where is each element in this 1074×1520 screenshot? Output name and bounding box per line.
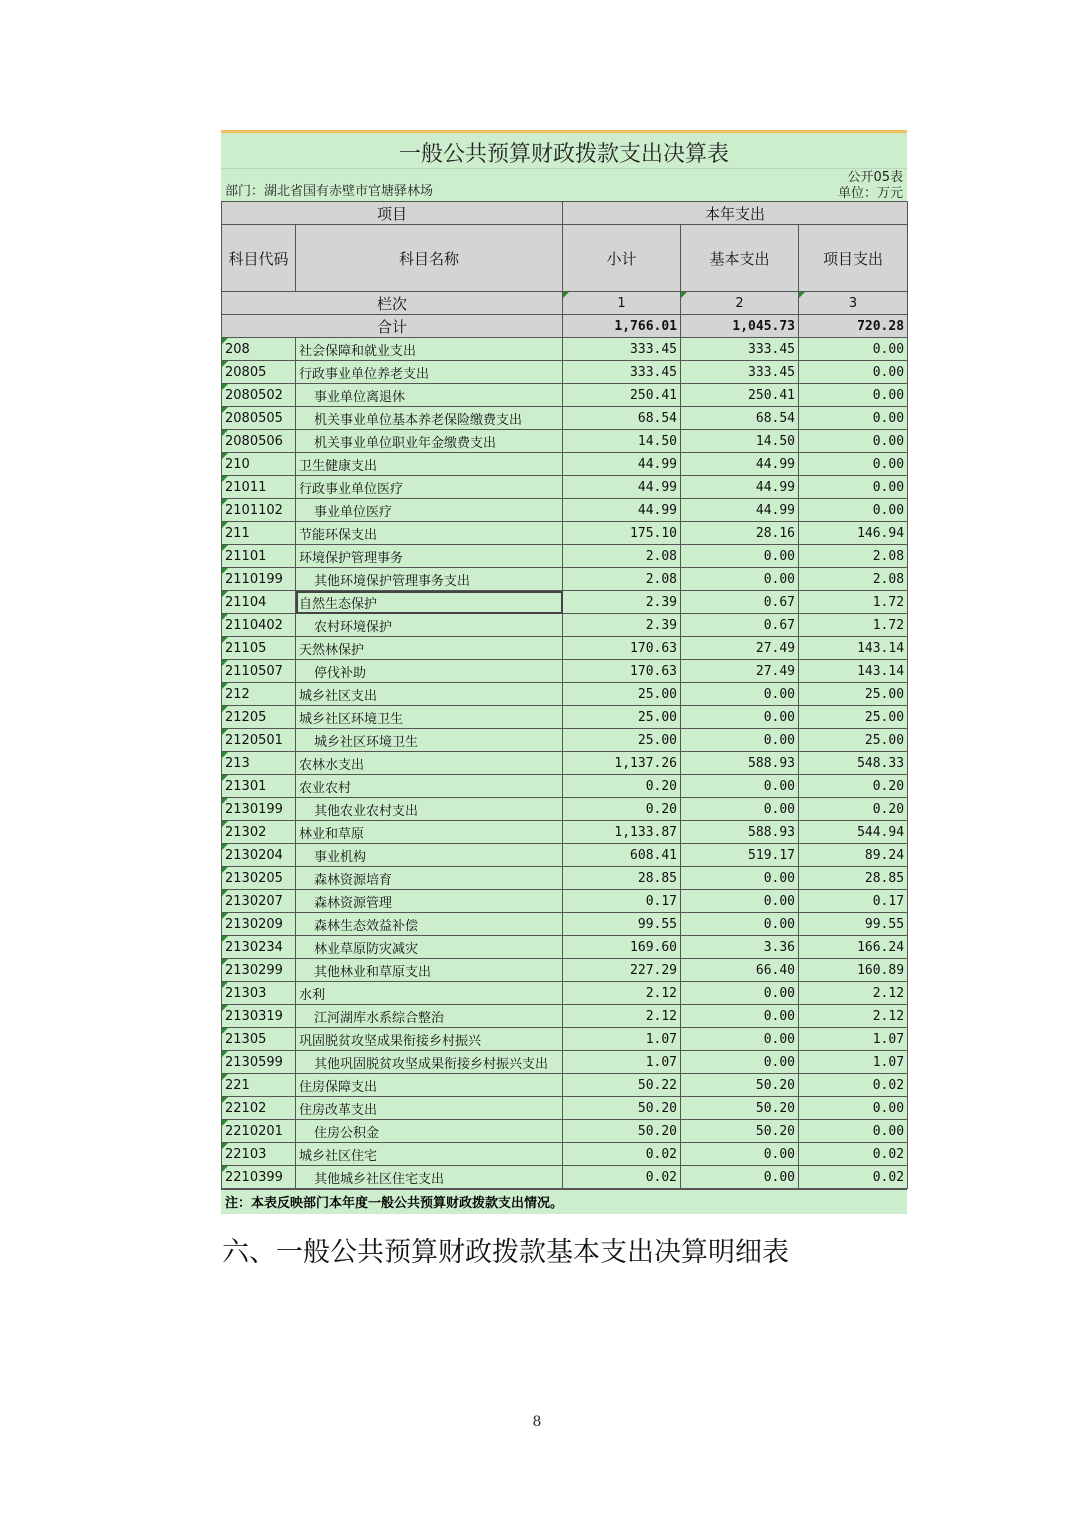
cell-code[interactable]: 21101: [222, 545, 296, 568]
unit-label: 单位：万元: [837, 186, 903, 201]
cell-basic[interactable]: 0.00: [681, 1166, 799, 1189]
cell-basic[interactable]: 3.36: [681, 936, 799, 959]
table-row: [222, 637, 908, 660]
header-project[interactable]: 项目支出: [799, 225, 908, 292]
table-row: [222, 430, 908, 453]
cell-name[interactable]: 环境保护管理事务: [296, 545, 563, 568]
cell-project[interactable]: 0.00: [799, 476, 908, 499]
table-row: [222, 683, 908, 706]
cell-subtotal[interactable]: 0.20: [563, 798, 681, 821]
header-name[interactable]: 科目名称: [296, 225, 563, 292]
cell-name[interactable]: 其他农业农村支出: [296, 798, 563, 821]
cell-code[interactable]: 2130199: [222, 798, 296, 821]
cell-code[interactable]: 208: [222, 338, 296, 361]
table-title-row: [221, 133, 907, 169]
cell-basic[interactable]: 0.00: [681, 568, 799, 591]
cell-basic[interactable]: 0.00: [681, 1143, 799, 1166]
cell-code[interactable]: 21303: [222, 982, 296, 1005]
cell-name[interactable]: 其他城乡社区住宅支出: [296, 1166, 563, 1189]
total-basic[interactable]: 1,045.73: [681, 315, 799, 338]
table-row: [222, 775, 908, 798]
cell-code[interactable]: 2130234: [222, 936, 296, 959]
cell-subtotal[interactable]: 44.99: [563, 453, 681, 476]
table-row: [222, 1120, 908, 1143]
total-label[interactable]: 合计: [222, 315, 563, 338]
cell-project[interactable]: 143.14: [799, 637, 908, 660]
table-note: 注：本表反映部门本年度一般公共预算财政拨款支出情况。: [221, 1189, 907, 1214]
cell-name[interactable]: 住房改革支出: [296, 1097, 563, 1120]
cell-subtotal[interactable]: 1,133.87: [563, 821, 681, 844]
table-row: [222, 867, 908, 890]
cell-name[interactable]: 林业草原防灾减灾: [296, 936, 563, 959]
cell-subtotal[interactable]: 0.02: [563, 1143, 681, 1166]
cell-code[interactable]: 2110199: [222, 568, 296, 591]
cell-subtotal[interactable]: 608.41: [563, 844, 681, 867]
cell-code[interactable]: 2130209: [222, 913, 296, 936]
table-row: [222, 821, 908, 844]
cell-subtotal[interactable]: 170.63: [563, 637, 681, 660]
cell-name[interactable]: 森林资源培育: [296, 867, 563, 890]
cell-code[interactable]: 2110402: [222, 614, 296, 637]
table-row: [222, 913, 908, 936]
cell-name[interactable]: 农业农村: [296, 775, 563, 798]
cell-basic[interactable]: 0.00: [681, 706, 799, 729]
cell-basic[interactable]: 0.00: [681, 890, 799, 913]
cell-basic[interactable]: 14.50: [681, 430, 799, 453]
table-row: [222, 982, 908, 1005]
cell-code[interactable]: 21105: [222, 637, 296, 660]
cell-code[interactable]: 2210201: [222, 1120, 296, 1143]
cell-name[interactable]: 森林生态效益补偿: [296, 913, 563, 936]
cell-basic[interactable]: 0.00: [681, 982, 799, 1005]
cell-subtotal[interactable]: 44.99: [563, 499, 681, 522]
cell-project[interactable]: 548.33: [799, 752, 908, 775]
cell-code[interactable]: 2210399: [222, 1166, 296, 1189]
table-row: [222, 890, 908, 913]
cell-basic[interactable]: 68.54: [681, 407, 799, 430]
cell-code[interactable]: 2130205: [222, 867, 296, 890]
cell-name[interactable]: 其他林业和草原支出: [296, 959, 563, 982]
table-title: 一般公共预算财政拨款支出决算表: [398, 142, 729, 167]
cell-name[interactable]: 行政事业单位医疗: [296, 476, 563, 499]
cell-basic[interactable]: 0.00: [681, 1028, 799, 1051]
section-heading: 六、一般公共预算财政拨款基本支出决算明细表: [222, 1237, 789, 1268]
expenditure-table: [221, 201, 908, 1189]
meta-right: [838, 170, 903, 202]
cell-project[interactable]: 0.02: [799, 1143, 908, 1166]
cell-name[interactable]: 森林资源管理: [296, 890, 563, 913]
header-item[interactable]: 项目: [222, 202, 563, 225]
cell-basic[interactable]: 0.00: [681, 729, 799, 752]
cell-code[interactable]: 2080506: [222, 430, 296, 453]
cell-code[interactable]: 213: [222, 752, 296, 775]
cell-basic[interactable]: 44.99: [681, 499, 799, 522]
cell-project[interactable]: 544.94: [799, 821, 908, 844]
table-row: [222, 959, 908, 982]
table-row: [222, 338, 908, 361]
cell-basic[interactable]: 0.00: [681, 913, 799, 936]
cell-subtotal[interactable]: 28.85: [563, 867, 681, 890]
cell-project[interactable]: 25.00: [799, 683, 908, 706]
cell-subtotal[interactable]: 333.45: [563, 361, 681, 384]
cell-subtotal[interactable]: 169.60: [563, 936, 681, 959]
cell-subtotal[interactable]: 25.00: [563, 683, 681, 706]
cell-code[interactable]: 2130319: [222, 1005, 296, 1028]
cell-code[interactable]: 21301: [222, 775, 296, 798]
cell-basic[interactable]: 50.20: [681, 1120, 799, 1143]
cell-code[interactable]: 2101102: [222, 499, 296, 522]
cell-project[interactable]: 2.12: [799, 982, 908, 1005]
cell-code[interactable]: 211: [222, 522, 296, 545]
table-row: [222, 798, 908, 821]
header-column-no[interactable]: 栏次: [222, 292, 563, 315]
cell-name[interactable]: 停伐补助: [296, 660, 563, 683]
total-row: [222, 315, 908, 338]
cell-name[interactable]: 自然生态保护: [296, 591, 563, 614]
table-row: [222, 1074, 908, 1097]
cell-subtotal[interactable]: 2.08: [563, 545, 681, 568]
cell-name[interactable]: 机关事业单位基本养老保险缴费支出: [296, 407, 563, 430]
cell-subtotal[interactable]: 25.00: [563, 729, 681, 752]
page-number: 8: [532, 1414, 542, 1430]
table-row: [222, 1143, 908, 1166]
cell-name[interactable]: 其他巩固脱贫攻坚成果衔接乡村振兴支出: [296, 1051, 563, 1074]
table-row: [222, 545, 908, 568]
cell-name[interactable]: 城乡社区住宅: [296, 1143, 563, 1166]
cell-code[interactable]: 22103: [222, 1143, 296, 1166]
cell-name[interactable]: 农村环境保护: [296, 614, 563, 637]
table-row: [222, 706, 908, 729]
cell-name[interactable]: 天然林保护: [296, 637, 563, 660]
table-row: [222, 384, 908, 407]
cell-project[interactable]: 0.00: [799, 338, 908, 361]
cell-subtotal[interactable]: 0.17: [563, 890, 681, 913]
cell-basic[interactable]: 0.00: [681, 775, 799, 798]
table-row: [222, 591, 908, 614]
cell-basic[interactable]: 0.00: [681, 867, 799, 890]
cell-name[interactable]: 城乡社区支出: [296, 683, 563, 706]
table-row: [222, 1097, 908, 1120]
cell-project[interactable]: 0.00: [799, 384, 908, 407]
cell-name[interactable]: 江河湖库水系综合整治: [296, 1005, 563, 1028]
header-col3[interactable]: 3: [799, 292, 908, 315]
cell-subtotal[interactable]: 2.39: [563, 591, 681, 614]
cell-name[interactable]: 住房公积金: [296, 1120, 563, 1143]
table-row: [222, 752, 908, 775]
cell-project[interactable]: 166.24: [799, 936, 908, 959]
total-subtotal[interactable]: 1,766.01: [563, 315, 681, 338]
cell-name[interactable]: 节能环保支出: [296, 522, 563, 545]
table-row: [222, 1051, 908, 1074]
cell-basic[interactable]: 0.67: [681, 614, 799, 637]
cell-code[interactable]: 20805: [222, 361, 296, 384]
cell-basic[interactable]: 28.16: [681, 522, 799, 545]
cell-subtotal[interactable]: 50.20: [563, 1097, 681, 1120]
header-col2[interactable]: 2: [681, 292, 799, 315]
cell-code[interactable]: 21302: [222, 821, 296, 844]
cell-basic[interactable]: 27.49: [681, 637, 799, 660]
cell-subtotal[interactable]: 2.12: [563, 1005, 681, 1028]
cell-project[interactable]: 89.24: [799, 844, 908, 867]
table-row: [222, 1005, 908, 1028]
cell-project[interactable]: 28.85: [799, 867, 908, 890]
cell-project[interactable]: 1.72: [799, 591, 908, 614]
table-row: [222, 729, 908, 752]
cell-basic[interactable]: 0.00: [681, 683, 799, 706]
cell-subtotal[interactable]: 50.20: [563, 1120, 681, 1143]
cell-project[interactable]: 0.00: [799, 499, 908, 522]
table-row: [222, 407, 908, 430]
cell-basic[interactable]: 333.45: [681, 361, 799, 384]
table-meta-row: [221, 169, 907, 201]
cell-basic[interactable]: 0.00: [681, 1005, 799, 1028]
cell-code[interactable]: 21205: [222, 706, 296, 729]
cell-subtotal[interactable]: 50.22: [563, 1074, 681, 1097]
table-row: [222, 522, 908, 545]
cell-subtotal[interactable]: 25.00: [563, 706, 681, 729]
cell-subtotal[interactable]: 0.02: [563, 1166, 681, 1189]
cell-subtotal[interactable]: 1,137.26: [563, 752, 681, 775]
cell-name[interactable]: 林业和草原: [296, 821, 563, 844]
cell-project[interactable]: 25.00: [799, 729, 908, 752]
cell-subtotal[interactable]: 0.20: [563, 775, 681, 798]
cell-name[interactable]: 机关事业单位职业年金缴费支出: [296, 430, 563, 453]
cell-project[interactable]: 25.00: [799, 706, 908, 729]
cell-subtotal[interactable]: 68.54: [563, 407, 681, 430]
cell-code[interactable]: 2130299: [222, 959, 296, 982]
header-basic[interactable]: 基本支出: [681, 225, 799, 292]
cell-name[interactable]: 事业机构: [296, 844, 563, 867]
cell-project[interactable]: 160.89: [799, 959, 908, 982]
table-row: [222, 1028, 908, 1051]
cell-basic[interactable]: 50.20: [681, 1097, 799, 1120]
cell-project[interactable]: 1.72: [799, 614, 908, 637]
total-project[interactable]: 720.28: [799, 315, 908, 338]
table-row: [222, 660, 908, 683]
department-label: 部门：湖北省国有赤壁市官塘驿林场: [225, 184, 434, 199]
cell-code[interactable]: 221: [222, 1074, 296, 1097]
cell-name[interactable]: 卫生健康支出: [296, 453, 563, 476]
cell-basic[interactable]: 588.93: [681, 752, 799, 775]
cell-subtotal[interactable]: 2.39: [563, 614, 681, 637]
table-row: [222, 614, 908, 637]
cell-basic[interactable]: 333.45: [681, 338, 799, 361]
cell-project[interactable]: 0.02: [799, 1166, 908, 1189]
cell-code[interactable]: 2110507: [222, 660, 296, 683]
cell-name[interactable]: 巩固脱贫攻坚成果衔接乡村振兴: [296, 1028, 563, 1051]
cell-project[interactable]: 99.55: [799, 913, 908, 936]
cell-project[interactable]: 143.14: [799, 660, 908, 683]
cell-basic[interactable]: 44.99: [681, 453, 799, 476]
cell-name[interactable]: 城乡社区环境卫生: [296, 706, 563, 729]
cell-project[interactable]: 1.07: [799, 1028, 908, 1051]
cell-name[interactable]: 城乡社区环境卫生: [296, 729, 563, 752]
table-row: [222, 844, 908, 867]
cell-subtotal[interactable]: 227.29: [563, 959, 681, 982]
header-row-1: [222, 202, 908, 225]
cell-project[interactable]: 2.08: [799, 545, 908, 568]
cell-name[interactable]: 社会保障和就业支出: [296, 338, 563, 361]
spreadsheet-table: [221, 130, 907, 1214]
cell-code[interactable]: 21305: [222, 1028, 296, 1051]
cell-basic[interactable]: 50.20: [681, 1074, 799, 1097]
cell-code[interactable]: 21104: [222, 591, 296, 614]
cell-subtotal[interactable]: 14.50: [563, 430, 681, 453]
header-row-2: [222, 225, 908, 292]
cell-basic[interactable]: 0.00: [681, 545, 799, 568]
table-row: [222, 453, 908, 476]
cell-name[interactable]: 其他环境保护管理事务支出: [296, 568, 563, 591]
cell-name[interactable]: 事业单位离退休: [296, 384, 563, 407]
cell-code[interactable]: 22102: [222, 1097, 296, 1120]
cell-code[interactable]: 2130204: [222, 844, 296, 867]
cell-code[interactable]: 21011: [222, 476, 296, 499]
cell-basic[interactable]: 0.00: [681, 1051, 799, 1074]
cell-project[interactable]: 2.08: [799, 568, 908, 591]
header-subtotal[interactable]: 小计: [563, 225, 681, 292]
cell-project[interactable]: 0.00: [799, 1120, 908, 1143]
cell-project[interactable]: 1.07: [799, 1051, 908, 1074]
header-row-3: [222, 292, 908, 315]
cell-basic[interactable]: 66.40: [681, 959, 799, 982]
cell-code[interactable]: 2130207: [222, 890, 296, 913]
table-row: [222, 568, 908, 591]
header-code[interactable]: 科目代码: [222, 225, 296, 292]
cell-basic[interactable]: 519.17: [681, 844, 799, 867]
cell-code[interactable]: 210: [222, 453, 296, 476]
cell-subtotal[interactable]: 99.55: [563, 913, 681, 936]
cell-project[interactable]: 0.17: [799, 890, 908, 913]
cell-project[interactable]: 0.20: [799, 775, 908, 798]
cell-project[interactable]: 0.00: [799, 407, 908, 430]
form-number: 公开05表: [847, 170, 903, 185]
cell-name[interactable]: 农林水支出: [296, 752, 563, 775]
cell-project[interactable]: 2.12: [799, 1005, 908, 1028]
cell-project[interactable]: 0.00: [799, 361, 908, 384]
cell-code[interactable]: 2130599: [222, 1051, 296, 1074]
cell-subtotal[interactable]: 2.12: [563, 982, 681, 1005]
table-row: [222, 1166, 908, 1189]
cell-subtotal[interactable]: 1.07: [563, 1028, 681, 1051]
cell-project[interactable]: 0.20: [799, 798, 908, 821]
cell-code[interactable]: 2120501: [222, 729, 296, 752]
cell-subtotal[interactable]: 175.10: [563, 522, 681, 545]
cell-subtotal[interactable]: 250.41: [563, 384, 681, 407]
cell-name[interactable]: 住房保障支出: [296, 1074, 563, 1097]
cell-code[interactable]: 212: [222, 683, 296, 706]
cell-project[interactable]: 146.94: [799, 522, 908, 545]
cell-basic[interactable]: 588.93: [681, 821, 799, 844]
cell-project[interactable]: 0.00: [799, 430, 908, 453]
cell-subtotal[interactable]: 333.45: [563, 338, 681, 361]
cell-subtotal[interactable]: 170.63: [563, 660, 681, 683]
cell-subtotal[interactable]: 1.07: [563, 1051, 681, 1074]
cell-basic[interactable]: 0.67: [681, 591, 799, 614]
table-row: [222, 499, 908, 522]
table-row: [222, 476, 908, 499]
cell-subtotal[interactable]: 2.08: [563, 568, 681, 591]
table-row: [222, 361, 908, 384]
cell-code[interactable]: 2080505: [222, 407, 296, 430]
cell-subtotal[interactable]: 44.99: [563, 476, 681, 499]
cell-basic[interactable]: 27.49: [681, 660, 799, 683]
cell-name[interactable]: 行政事业单位养老支出: [296, 361, 563, 384]
cell-basic[interactable]: 250.41: [681, 384, 799, 407]
cell-name[interactable]: 水利: [296, 982, 563, 1005]
cell-project[interactable]: 0.02: [799, 1074, 908, 1097]
cell-project[interactable]: 0.00: [799, 1097, 908, 1120]
cell-project[interactable]: 0.00: [799, 453, 908, 476]
header-col1[interactable]: 1: [563, 292, 681, 315]
cell-name[interactable]: 事业单位医疗: [296, 499, 563, 522]
table-row: [222, 936, 908, 959]
header-current-year[interactable]: 本年支出: [563, 202, 908, 225]
cell-basic[interactable]: 44.99: [681, 476, 799, 499]
cell-basic[interactable]: 0.00: [681, 798, 799, 821]
cell-code[interactable]: 2080502: [222, 384, 296, 407]
